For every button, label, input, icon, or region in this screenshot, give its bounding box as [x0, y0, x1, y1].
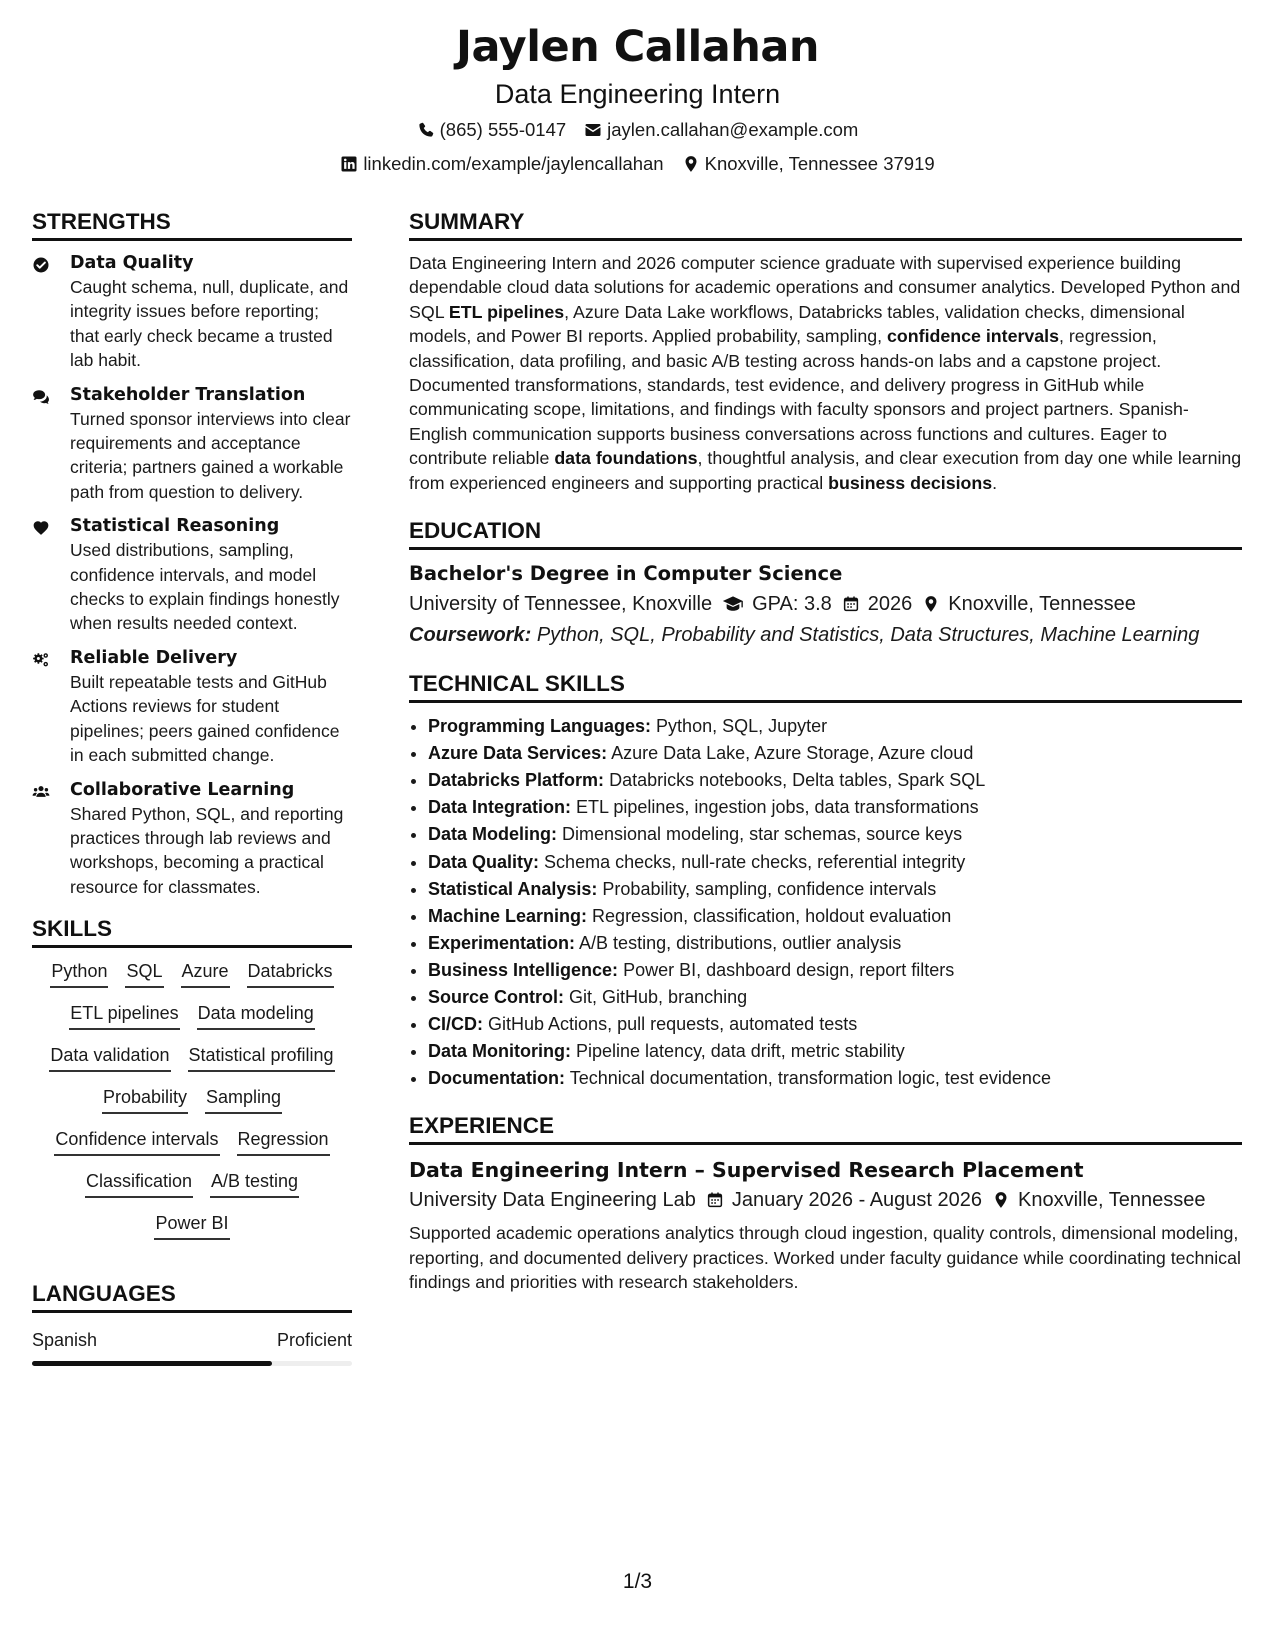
- strength-item: [32, 251, 352, 373]
- job-meta: [409, 1185, 1242, 1215]
- coursework-list: Python, SQL, Probability and Statistics, Data Structures, Machine Learning: [536, 624, 1200, 647]
- tech-skill-value: Python, SQL, Jupyter: [656, 716, 828, 737]
- skill-row: [32, 958, 352, 988]
- summary-emphasis: confidence intervals: [887, 326, 1059, 347]
- strength-title: Statistical Reasoning: [70, 516, 280, 537]
- strength-item: [32, 514, 352, 636]
- tech-skill-value: Dimensional modeling, star schemas, source keys: [562, 824, 963, 845]
- location-item: [682, 148, 935, 180]
- summary-fragment: Data Engineering Intern and 2026 computer science graduate with supervised experience building dependable cloud data solutions for academic operations and consumer analytics. Developed Python and SQL: [409, 253, 1241, 322]
- technical-skills-list: [409, 713, 1242, 1092]
- strength-desc: Caught schema, null, duplicate, and integrity issues before reporting; that early check became a trusted lab habit.: [70, 277, 349, 371]
- list-item: [428, 1065, 1242, 1092]
- tech-skill-label: Databricks Platform:: [428, 770, 605, 791]
- degree-title: Bachelor's Degree in Computer Science: [409, 562, 843, 586]
- gpa-item: [722, 588, 832, 620]
- language-level-bar: [32, 1361, 352, 1366]
- job-location: [992, 1185, 1206, 1215]
- tech-skill-label: Statistical Analysis:: [428, 878, 598, 899]
- list-item: [428, 740, 1242, 767]
- tech-skill-value: Probability, sampling, confidence intervals: [602, 878, 937, 899]
- linkedin-icon: [340, 155, 358, 173]
- summary-fragment: , regression, classification, data profiling, and basic A/B testing across hands-on labs and a capstone project. Documented transformations, standards, test evidence, and delivery progress in GitHub while communicating scope, limitations, and findings with faculty sponsors and project partners. Spanish-English communication supports business conversations across functions and cultures. Eager to contribute reliable: [409, 326, 1189, 469]
- skill-chip: Sampling: [205, 1084, 282, 1114]
- job-title: Data Engineering Intern – Supervised Research Placement: [409, 1158, 1084, 1183]
- school-text: University of Tennessee, Knoxville: [409, 593, 713, 616]
- language-row: [32, 1327, 352, 1353]
- skill-chip: Python: [50, 958, 108, 988]
- strength-item: [32, 383, 352, 505]
- tech-skill-value: Power BI, dashboard design, report filters: [623, 959, 955, 980]
- calendar-icon: [842, 595, 860, 613]
- strength-title: Collaborative Learning: [70, 779, 295, 800]
- skill-chip: Regression: [237, 1126, 330, 1156]
- education-meta: [409, 588, 1242, 620]
- graduation-cap-icon: [722, 594, 744, 614]
- skill-chip: Data validation: [49, 1042, 170, 1072]
- tech-skill-label: Programming Languages:: [428, 716, 652, 737]
- summary-emphasis: data foundations: [554, 448, 698, 469]
- map-pin-icon: [992, 1191, 1010, 1209]
- phone-icon: [417, 121, 435, 139]
- skill-chip: Probability: [102, 1084, 188, 1114]
- job-dates: [706, 1185, 982, 1215]
- location-text: Knoxville, Tennessee 37919: [704, 153, 935, 174]
- envelope-icon: [584, 121, 602, 139]
- list-item: [428, 849, 1242, 876]
- summary-fragment: .: [992, 472, 998, 493]
- job-org: [409, 1185, 696, 1215]
- list-item: [428, 767, 1242, 794]
- list-item: [428, 713, 1242, 740]
- skill-chip: Classification: [85, 1168, 193, 1198]
- comments-icon: [32, 388, 50, 406]
- skill-chip: Data modeling: [197, 1000, 315, 1030]
- users-icon: [32, 783, 50, 801]
- tech-skill-label: Business Intelligence:: [428, 959, 619, 980]
- list-item: [428, 821, 1242, 848]
- strength-title: Data Quality: [70, 253, 194, 273]
- summary-heading: SUMMARY: [409, 206, 1242, 241]
- tech-skill-label: Data Integration:: [428, 797, 572, 818]
- technical-skills-heading: TECHNICAL SKILLS: [409, 668, 1242, 703]
- skill-chip: A/B testing: [210, 1168, 299, 1198]
- skill-row: [32, 1126, 352, 1156]
- job-org-text: University Data Engineering Lab: [409, 1189, 696, 1212]
- skill-chip: Confidence intervals: [54, 1126, 219, 1156]
- education-heading: EDUCATION: [409, 515, 1242, 550]
- tech-skill-value: ETL pipelines, ingestion jobs, data transformations: [576, 797, 979, 818]
- summary-emphasis: ETL pipelines: [448, 301, 565, 322]
- linkedin-text[interactable]: linkedin.com/example/jaylencallahan: [363, 153, 664, 174]
- page-number: 1/3: [622, 1570, 653, 1593]
- tech-skill-label: Source Control:: [428, 987, 565, 1007]
- tech-skill-label: CI/CD:: [428, 1014, 483, 1035]
- job-location-text: Knoxville, Tennessee: [1018, 1189, 1206, 1212]
- skill-row: [32, 1168, 352, 1198]
- email-text[interactable]: jaylen.callahan@example.com: [607, 119, 859, 140]
- tech-skill-label: Machine Learning:: [428, 905, 588, 926]
- list-item: [428, 930, 1242, 957]
- tech-skill-value: Databricks notebooks, Delta tables, Spark SQL: [609, 770, 986, 791]
- skill-chip: SQL: [125, 958, 163, 988]
- tech-skill-label: Data Quality:: [428, 851, 540, 872]
- strengths-heading: STRENGTHS: [32, 206, 352, 241]
- tech-skill-value: GitHub Actions, pull requests, automated tests: [488, 1014, 858, 1035]
- skill-chip: ETL pipelines: [69, 1000, 179, 1030]
- tech-skill-label: Experimentation:: [428, 932, 576, 953]
- summary-text: [409, 251, 1242, 495]
- phone-text: (865) 555-0147: [439, 119, 567, 140]
- experience-heading: EXPERIENCE: [409, 1110, 1242, 1145]
- skill-row: [32, 1084, 352, 1114]
- skill-chip: Statistical profiling: [188, 1042, 335, 1072]
- tech-skill-value: Git, GitHub, branching: [569, 987, 748, 1007]
- strength-desc: Turned sponsor interviews into clear requirements and acceptance criteria; partners gained a workable path from question to delivery.: [70, 408, 351, 502]
- strength-desc: Built repeatable tests and GitHub Actions reviews for student pipelines; peers gained confidence in each submitted change.: [70, 671, 340, 766]
- skill-row: [32, 1042, 352, 1072]
- map-pin-icon: [682, 155, 700, 173]
- strength-item: [32, 778, 352, 900]
- map-pin-icon: [922, 595, 940, 613]
- tech-skill-value: Schema checks, null-rate checks, referential integrity: [544, 851, 966, 872]
- coursework: [409, 620, 1242, 650]
- candidate-name: Jaylen Callahan: [455, 22, 820, 72]
- list-item: [428, 984, 1242, 1011]
- strength-desc: Used distributions, sampling, confidence intervals, and model checks to explain findings honestly when results needed context.: [70, 540, 340, 634]
- email-item[interactable]: [584, 114, 858, 146]
- skills-chips: [32, 958, 352, 1240]
- language-level: Proficient: [276, 1330, 352, 1351]
- strength-desc: Shared Python, SQL, and reporting practices through lab reviews and workshops, becoming a practical resource for classmates.: [70, 803, 344, 897]
- tech-skill-value: Pipeline latency, data drift, metric stability: [576, 1041, 905, 1062]
- tech-skill-label: Azure Data Services:: [428, 743, 608, 764]
- strength-item: [32, 646, 352, 768]
- summary-emphasis: business decisions: [828, 472, 993, 493]
- year-item: [842, 588, 913, 620]
- gears-icon: [32, 651, 50, 669]
- summary-fragment: , thoughtful analysis, and clear execution from day one while learning from experienced engineers and supporting practical: [409, 448, 1242, 493]
- heart-icon: [32, 519, 50, 537]
- skill-row: [32, 1210, 352, 1240]
- skill-chip: Azure: [181, 958, 230, 988]
- year-text: 2026: [867, 593, 913, 616]
- list-item: [428, 903, 1242, 930]
- coursework-label: Coursework:: [409, 624, 532, 647]
- left-column: [32, 206, 352, 1366]
- candidate-title: Data Engineering Intern: [494, 79, 781, 109]
- language-name: Spanish: [32, 1330, 98, 1351]
- list-item: [428, 1038, 1242, 1065]
- contact-row-1: [0, 114, 1275, 146]
- list-item: [428, 794, 1242, 821]
- strength-title: Stakeholder Translation: [70, 384, 306, 405]
- calendar-icon: [706, 1191, 724, 1209]
- skills-heading: SKILLS: [32, 913, 352, 948]
- contact-row-2: [0, 148, 1275, 180]
- strength-title: Reliable Delivery: [70, 647, 238, 668]
- list-item: [428, 876, 1242, 903]
- tech-skill-label: Documentation:: [428, 1068, 565, 1089]
- skill-chip: Power BI: [154, 1210, 229, 1240]
- edu-location-item: [922, 588, 1136, 620]
- school-name: [409, 588, 712, 620]
- list-item: [428, 1011, 1242, 1038]
- summary-fragment: , Azure Data Lake workflows, Databricks tables, validation checks, dimensional models, and Power BI reports. Applied probability, sampling,: [409, 301, 1185, 347]
- check-circle-icon: [32, 256, 50, 274]
- edu-location-text: Knoxville, Tennessee: [948, 593, 1136, 616]
- job-description: Supported academic operations analytics through cloud ingestion, quality controls, dimensional modeling, reporting, and documented delivery practices. Worked under faculty guidance while coordinating technical findings and priorities with research stakeholders.: [409, 1223, 1241, 1293]
- tech-skill-value: Azure Data Lake, Azure Storage, Azure cloud: [611, 743, 974, 764]
- list-item: [428, 957, 1242, 984]
- right-column: [409, 206, 1242, 1295]
- skill-chip: Databricks: [247, 958, 334, 988]
- resume-header: [0, 18, 1275, 180]
- tech-skill-value: Regression, classification, holdout evaluation: [592, 905, 952, 926]
- tech-skill-label: Data Monitoring:: [428, 1041, 571, 1062]
- job-dates-text: January 2026 - August 2026: [731, 1189, 983, 1212]
- tech-skill-value: A/B testing, distributions, outlier analysis: [579, 932, 902, 953]
- linkedin-item[interactable]: [340, 148, 663, 180]
- tech-skill-value: Technical documentation, transformation logic, test evidence: [569, 1068, 1051, 1089]
- language-level-fill: [32, 1361, 272, 1366]
- gpa-text: GPA: 3.8: [752, 593, 832, 616]
- languages-heading: LANGUAGES: [32, 1278, 352, 1313]
- phone-item: [417, 114, 567, 146]
- tech-skill-label: Data Modeling:: [428, 824, 557, 845]
- skill-row: [32, 1000, 352, 1030]
